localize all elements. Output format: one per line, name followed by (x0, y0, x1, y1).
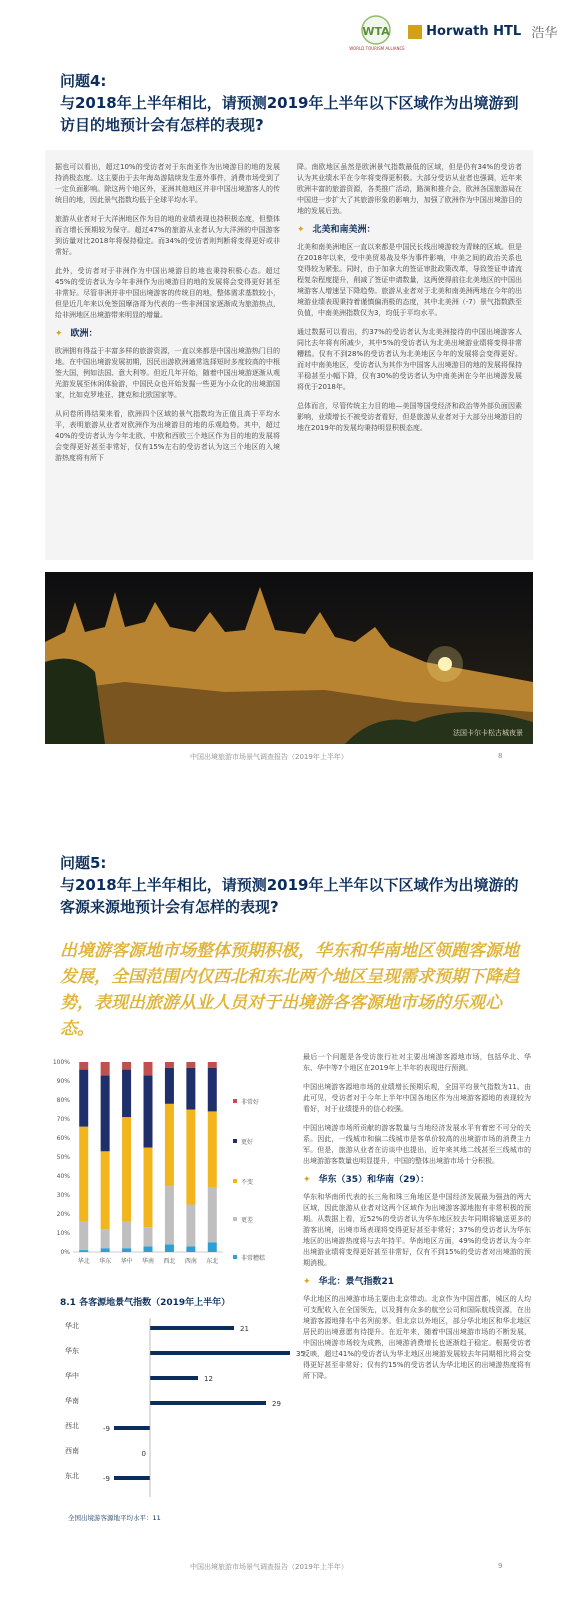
x-tick-label: 华中 (120, 1258, 133, 1265)
europe-heading: ✦ 欧洲： (55, 329, 98, 339)
legend-swatch (233, 1099, 237, 1103)
x-tick-label: 华东 (99, 1258, 112, 1265)
page9-footer: 中国出境旅游市场景气调查报告（2019年上半年） (190, 1563, 348, 1571)
bar-segment (186, 1110, 195, 1205)
bar-segment (101, 1151, 110, 1229)
wta-logo (349, 14, 405, 54)
y-tick-label: 50% (56, 1154, 70, 1161)
bar-segment (165, 1068, 174, 1104)
paragraph: 总体而言，尽管传统主力目的地—美国等国受经济和政治等外部负面因素影响，业绩增长不被受访者看好，但是旅游从业者对于大部分出境游目的地在2019年的发展均秉持明显积极态度。 (297, 402, 522, 432)
bar-segment (144, 1227, 153, 1246)
y-tick-label: 100% (52, 1059, 70, 1066)
category-label: 东北 (65, 1472, 79, 1480)
star-icon: ✦ (303, 1277, 311, 1287)
question-5-text: 与2018年上半年相比，请预测2019年上半年以下区域作为出境游的客源来源地预计会有怎样的表现? (60, 876, 519, 916)
paragraph: 华北地区的出境游市场主要由北京带动。北京作为中国首都，城区的人均可支配收入在全国领先，以及拥有众多的航空公司和国际航线资源，在出境游客源地排名中名列前茅。但北京以外地区，部分华北地区和华北地区居民的出境意愿有待提升。在近年来，随着中国出境游市场的不断发展，中国出境游市场较为成熟，出境游消费增长也逐渐趋于稳定。根据受访者反映，超过41%的受访者认为华北地区出境游发展较去年同期相比将会变得更好甚至非常好；仅有约15%的受访者认为华北地区的出境游热度将有所下降。 (303, 1295, 531, 1380)
page8-footer: 中国出境旅游市场景气调查报告（2019年上半年） (190, 753, 348, 761)
star-icon: ✦ (55, 329, 63, 339)
america-heading: ✦ 北美和南美洲： (297, 225, 376, 235)
y-tick-label: 60% (56, 1135, 70, 1142)
paragraph: 最后一个问题是各受访旅行社对主要出境游客源地市场，包括华北、华东、华中等7个地区在2019年上半年的表现进行预测。 (303, 1053, 531, 1072)
horwath-name: Horwath HTL (426, 24, 522, 39)
paragraph: 据也可以看出，超过10%的受访者对于东南亚作为出境游目的地的发展持消极态度。这主要由于去年海岛游陆续发生意外事件，消费市场受到了一定负面影响。除这两个地区外，亚洲其他地区并非中国出境游客人的传统目的地，因此景气指数均低于全球平均水平。 (55, 163, 280, 204)
paragraph: 中国出境游市场所贡献的游客数量与当地经济发展水平有着密不可分的关系。因此，一线城市和偏二线城市是客单价较高的出境游市场的消费主力军。但是，旅游从业者在访谈中也提出，近年来其地二线甚至三线城市的出境游游客数量也明显提升，中国的整体出境游市场十分积极。 (303, 1124, 531, 1165)
bar-segment (144, 1062, 153, 1075)
bar-segment (122, 1070, 131, 1118)
category-label: 西南 (65, 1447, 79, 1455)
carcassonne-photo (45, 572, 533, 744)
bar-segment (186, 1246, 195, 1252)
svg-text:WTA: WTA (362, 25, 390, 38)
legend-label: 更好 (241, 1139, 254, 1146)
bar-segment (122, 1062, 131, 1070)
bar-segment (79, 1222, 88, 1251)
bar-segment (165, 1104, 174, 1186)
stacked-chart-svg (45, 1050, 295, 1290)
x-tick-label: 西南 (184, 1258, 197, 1265)
star-icon: ✦ (303, 1175, 311, 1185)
paragraph: 华东和华南所代表的长三角和珠三角地区是中国经济发展最为强劲的两大区域，因此旅游从业者对这两个区域作为出境游客源地抱有非常积极的预期。从数据上看，近52%的受访者认为华东地区较去年同期将输送更多的游客出境，出境市场表现将变得更好甚至非常好；37%的受访者认为华东地区的出境游热度将与去年持平。华南地区方面，49%的受访者认为今年出境游业绩将变得更好甚至非常好，仅有不到15%的受访者对出境游的预期消极。 (303, 1193, 531, 1267)
legend-swatch (233, 1139, 237, 1143)
bar-segment (186, 1205, 195, 1247)
wta-caption: WORLD TOURISM ALLIANCE (349, 46, 405, 51)
y-tick-label: 30% (56, 1192, 70, 1199)
star-icon: ✦ (297, 225, 305, 235)
value-label: -9 (103, 1475, 110, 1483)
paragraph: 通过数据可以看出，约37%的受访者认为北美洲接待的中国出境游客人同比去年将有所减少，其中5%的受访者认为北美出境游业绩将变得非常糟糕。仅有不到28%的受访者认为北美地区今年的发展将会变得更好。而对中南美地区，受访者认为其作为中国客人出境游目的地的发展将保持平稳甚至小幅下降，仅有30%的受访者认为中南美洲在今年出境游发展将优于2018年。 (297, 328, 522, 391)
horwath-mark-icon (408, 25, 422, 39)
index-bar-chart (45, 1310, 305, 1510)
index-chart-svg (45, 1310, 305, 1510)
question-4-text: 与2018年上半年相比，请预测2019年上半年以下区域作为出境游到访目的地预计会有怎样的表现? (60, 94, 519, 134)
paragraph: 旅游从业者对于大洋洲地区作为目的地的业绩表现也持积极态度，但整体而言增长预期较为保守。超过47%的旅游从业者认为大洋洲的中国游客到访量对比2018年将保持稳定。而34%的受访者则判断将变得更好或非常好。 (55, 215, 280, 256)
bar-segment (101, 1075, 110, 1151)
bar-segment (122, 1117, 131, 1222)
stacked-bar-chart (45, 1050, 295, 1290)
y-tick-label: 90% (56, 1078, 70, 1085)
east-south-heading: ✦ 华东（35）和华南（29）： (303, 1175, 430, 1185)
bar-segment (165, 1244, 174, 1252)
north-heading: ✦ 华北：景气指数21 (303, 1277, 395, 1287)
paragraph: 欧洲拥有得益于丰富多样的旅游资源，一直以来都是中国出境游热门目的地。在中国出境游发展初期，因民出游欧洲通常选择短时多度较高的中根签大国，例如法国、意大利等。但近几年开始，随着中国出境游逐渐从观光游发展至休闲体验游，中国民众也开始发掘一些更为小众化的出境游国家，比如克罗地亚、捷克和北欧国家等。 (55, 347, 280, 399)
page8-right-column (297, 162, 522, 442)
bar-segment (101, 1229, 110, 1248)
question-4-label: 问题4: (60, 72, 107, 90)
index-bar (150, 1326, 234, 1330)
header-bar (0, 0, 565, 70)
y-tick-label: 10% (56, 1230, 70, 1237)
paragraph: 北美和南美洲地区一直以来都是中国民长线出境游较为青睐的区域。但是在2018年以来，受中美贸易战及华为事件影响，中美之间的政治关系也变得较为紧张。同时，由于加拿大的签证审批政策改革，导致签证申请流程复杂程度提升，削减了签证申请数量，这两使得前往北美地区的中国出境游客人增速呈下降趋势。旅游从业者对于北美和南美洲两地在今年的出境游业绩表现秉持着谨慎偏消极的态度，其中北美洲（-7）景气指数跌至负值，中南美洲指数仅为3，均低于平均水平。 (297, 243, 522, 317)
value-label: 29 (272, 1400, 281, 1408)
y-tick-label: 0% (60, 1249, 70, 1256)
index-bar (150, 1376, 198, 1380)
bar-segment (144, 1075, 153, 1147)
x-tick-label: 西北 (163, 1258, 176, 1265)
legend-swatch (233, 1255, 237, 1259)
category-label: 华南 (65, 1397, 79, 1405)
pull-quote: 出境游客源地市场整体预期积极，华东和华南地区领跑客源地发展，全国范围内仅西北和东北两个地区呈现需求预期下降趋势，表现出旅游从业人员对于出境游各客源地市场的乐观心态。 (60, 941, 519, 1039)
category-label: 西北 (65, 1422, 79, 1430)
y-tick-label: 70% (56, 1116, 70, 1123)
legend-label: 非常好 (241, 1099, 260, 1106)
bar-segment (165, 1186, 174, 1245)
bar-segment (208, 1187, 217, 1242)
photo-caption: 法国卡尔卡松古城夜景 (453, 729, 523, 737)
bar-segment (122, 1248, 131, 1252)
bar-segment (144, 1246, 153, 1252)
value-label: 0 (141, 1450, 146, 1458)
horwath-cn-name: 浩华 (531, 26, 558, 41)
horwath-logo (408, 22, 558, 46)
y-tick-label: 20% (56, 1211, 70, 1218)
category-label: 华中 (65, 1372, 79, 1380)
bar-segment (208, 1243, 217, 1253)
bar-segment (79, 1250, 88, 1252)
paragraph: 从问卷所得结果来看，欧洲四个区域的景气指数均为正值且高于平均水平，表明旅游从业者对欧洲作为出境游目的地的乐观趋势。其中，超过40%的受访者认为今年北欧、中欧和西欧三个地区作为目的地的发展将会变得更好甚至非常好，仅有15%左右的受访者认为这三个地区的入境游热度将有所下 (55, 410, 280, 462)
bar-segment (79, 1127, 88, 1222)
bar-segment (186, 1068, 195, 1110)
page8-left-column (55, 162, 280, 472)
x-tick-label: 东北 (206, 1258, 219, 1265)
x-tick-label: 华南 (141, 1258, 155, 1265)
index-bar (114, 1426, 150, 1430)
bar-segment (79, 1070, 88, 1127)
castle-night-image (45, 572, 533, 744)
index-bar (114, 1476, 150, 1480)
paragraph: 降。南欧地区虽然是欧洲景气指数最低的区域，但是仍有34%的受访者认为其业绩水平在今年将变得更积极。大部分受访从业者也强调，近年来欧洲丰富的旅游资源，各类推广活动，路演和推介会，欧洲各国旅游局在中国进一步扩大了其旅游形象的影响力，加强了欧洲作为中国出境游目的地的发展后劲。 (297, 163, 522, 215)
index-chart-title: 8.1 各客源地景气指数（2019年上半年） (60, 1298, 231, 1308)
paragraph: 此外，受访者对于非洲作为中国出境游目的地也秉持积极心态。超过45%的受访者认为今年非洲作为出境游目的地的发展将会变得更好甚至非常好。尽管非洲并非中国出境游客的传统目的地，整体需求基数较小，但是近几年来以免签国摩洛哥为代表的一些非洲国家逐渐成为旅游热点，给非洲地区出境游带来明显的增量。 (55, 267, 280, 319)
y-tick-label: 40% (56, 1173, 70, 1180)
legend-label: 非常糟糕 (241, 1255, 266, 1262)
bar-segment (208, 1111, 217, 1187)
bar-segment (208, 1062, 217, 1068)
page9-number: 9 (498, 1562, 503, 1570)
page8-text-box (45, 150, 533, 560)
bar-segment (122, 1222, 131, 1249)
category-label: 华北 (65, 1322, 79, 1330)
bar-segment (101, 1248, 110, 1252)
page9-right-column (303, 1052, 531, 1390)
index-bar (150, 1351, 290, 1355)
value-label: 21 (240, 1325, 249, 1333)
bar-segment (79, 1062, 88, 1070)
bar-segment (208, 1068, 217, 1112)
value-label: 35 (296, 1350, 305, 1358)
value-label: -9 (103, 1425, 110, 1433)
legend-label: 更差 (241, 1217, 254, 1224)
bar-segment (165, 1062, 174, 1068)
legend-swatch (233, 1179, 237, 1183)
value-label: 12 (204, 1375, 213, 1383)
bar-segment (186, 1062, 195, 1068)
x-tick-label: 华北 (77, 1258, 90, 1265)
y-tick-label: 80% (56, 1097, 70, 1104)
bar-segment (144, 1148, 153, 1228)
page8-number: 8 (498, 752, 503, 760)
legend-swatch (233, 1217, 237, 1221)
average-note: 全国出境游客源地平均水平：11 (68, 1514, 161, 1522)
bar-segment (101, 1062, 110, 1075)
paragraph: 中国出境游客源地市场的业绩增长预期乐观，全国平均景气指数为11。由此可见，受访者对于今年上半年中国各地区作为出境游客源地的表现较为看好，对于业绩提升的信心较强。 (303, 1083, 531, 1113)
index-bar (150, 1401, 266, 1405)
category-label: 华东 (65, 1347, 79, 1355)
question-5-label: 问题5: (60, 854, 107, 872)
legend-label: 不变 (241, 1179, 254, 1186)
